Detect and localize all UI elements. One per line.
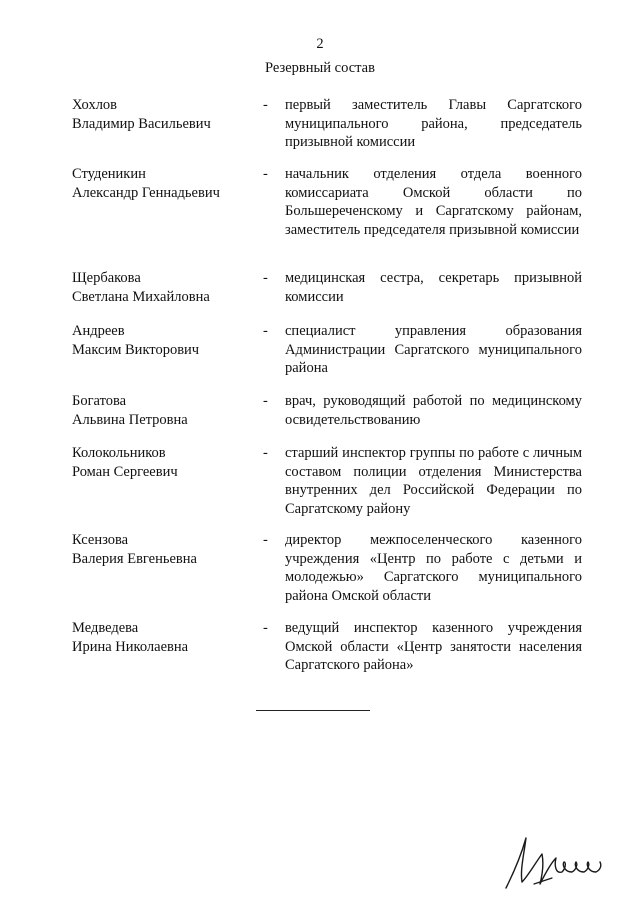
page-number: 2 <box>316 36 324 52</box>
member-dash: - <box>263 620 268 636</box>
member-given-names: Альвина Петровна <box>72 411 188 428</box>
end-of-list-rule <box>256 710 370 711</box>
member-name <box>72 96 252 133</box>
member-given-names: Владимир Васильевич <box>72 115 211 132</box>
member-surname: Богатова <box>72 393 127 409</box>
member-dash: - <box>263 393 268 409</box>
member-dash: - <box>263 323 268 339</box>
member-name <box>72 444 252 481</box>
member-surname: Медведева <box>72 620 139 636</box>
member-role: медицинская сестра, секретарь призывной комиссии <box>285 270 582 305</box>
member-name <box>72 531 252 568</box>
member-role: врач, руководящий работой по медицинскому освидетельствованию <box>285 393 582 428</box>
member-role: специалист управления образования Администрации Саргатского муниципального района <box>285 323 582 376</box>
handwritten-signature <box>500 832 606 892</box>
member-name <box>72 322 252 359</box>
member-dash: - <box>263 445 268 461</box>
member-surname: Студеникин <box>72 166 146 182</box>
member-surname: Колокольников <box>72 445 166 461</box>
member-dash: - <box>263 270 268 286</box>
member-role: директор межпоселенческого казенного учреждения «Центр по работе с детьми и молодежью» Саргатского муниципального района Омской области <box>285 532 582 604</box>
member-given-names: Ирина Николаевна <box>72 638 189 655</box>
member-dash: - <box>263 532 268 548</box>
member-surname: Хохлов <box>72 97 118 113</box>
member-name <box>72 165 252 202</box>
member-surname: Ксензова <box>72 532 129 548</box>
section-title: Резервный состав <box>265 60 375 76</box>
member-role: старший инспектор группы по работе с личным составом полиции отделения Министерства внутренних дел Российской Федерации по Саргатскому району <box>285 445 582 517</box>
member-name <box>72 269 252 306</box>
member-role: первый заместитель Главы Саргатского муниципального района, председатель призывной комиссии <box>285 97 582 150</box>
member-dash: - <box>263 97 268 113</box>
member-role: начальник отделения отдела военного комиссариата Омской области по Большереченскому и Саргатскому районам, заместитель председателя призывной комиссии <box>285 166 582 238</box>
member-name <box>72 619 252 656</box>
member-given-names: Роман Сергеевич <box>72 463 178 480</box>
member-given-names: Александр Геннадьевич <box>72 184 220 201</box>
member-role: ведущий инспектор казенного учреждения Омской области «Центр занятости населения Саргатского района» <box>285 620 582 673</box>
member-given-names: Максим Викторович <box>72 341 200 358</box>
member-surname: Щербакова <box>72 270 141 286</box>
member-given-names: Валерия Евгеньевна <box>72 550 197 567</box>
member-surname: Андреев <box>72 323 125 339</box>
member-dash: - <box>263 166 268 182</box>
member-name <box>72 392 252 429</box>
member-given-names: Светлана Михайловна <box>72 288 210 305</box>
